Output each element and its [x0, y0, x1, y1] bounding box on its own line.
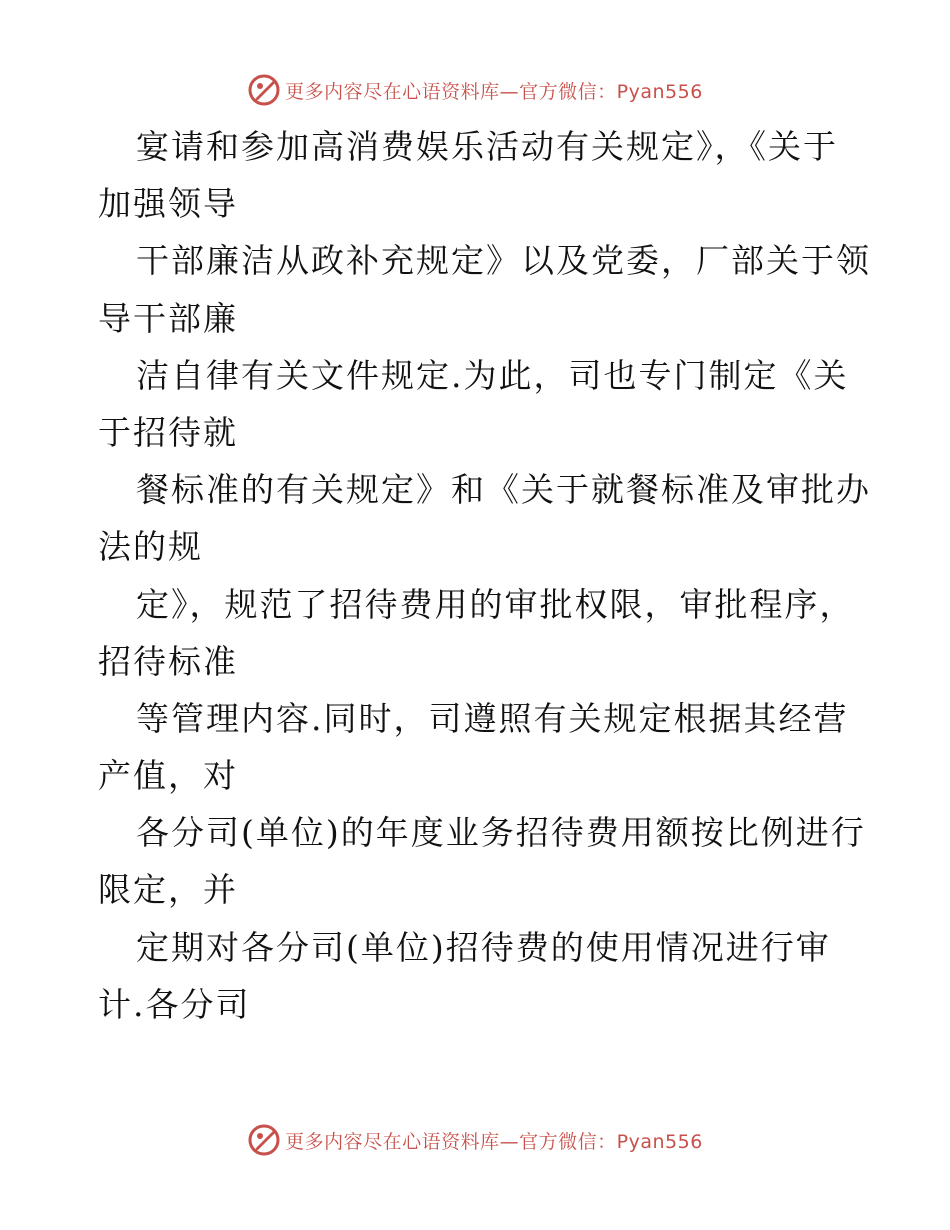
body-line: 宴请和参加高消费娱乐活动有关规定》，《关于 [136, 127, 838, 166]
body-line: 计.各分司 [98, 984, 251, 1024]
footer-banner-text: 更多内容尽在心语资料库—官方微信：Pyan556 [285, 1130, 703, 1153]
footer-banner [0, 1120, 950, 1160]
body-line: 各分司(单位)的年度业务招待费用额按比例进行 [136, 813, 866, 853]
body-line: 等管理内容.同时，司遵照有关规定根据其经营 [136, 698, 849, 738]
header-banner-text: 更多内容尽在心语资料库—官方微信：Pyan556 [285, 80, 703, 103]
body-line: 干部廉洁从政补充规定》以及党委，厂部关于领 [136, 241, 871, 281]
body-line: 导干部廉 [98, 298, 238, 338]
body-line: 产值，对 [98, 756, 238, 796]
quill-pen-logo-icon [247, 1123, 281, 1157]
quill-pen-logo-icon [247, 73, 281, 107]
body-line: 法的规 [98, 527, 203, 567]
body-line: 定》，规范了招待费用的审批权限，审批程序， [136, 584, 855, 624]
body-line: 加强领导 [98, 184, 238, 224]
body-line: 限定，并 [98, 870, 238, 910]
body-line: 餐标准的有关规定》和《关于就餐标准及审批办 [136, 470, 871, 510]
body-line: 定期对各分司(单位)招待费的使用情况进行审 [136, 927, 831, 967]
document-body [98, 118, 871, 1033]
body-line: 招待标准 [98, 641, 238, 681]
header-banner [0, 70, 950, 110]
body-line: 洁自律有关文件规定.为此，司也专门制定《关 [136, 355, 849, 395]
body-line: 于招待就 [98, 412, 238, 452]
